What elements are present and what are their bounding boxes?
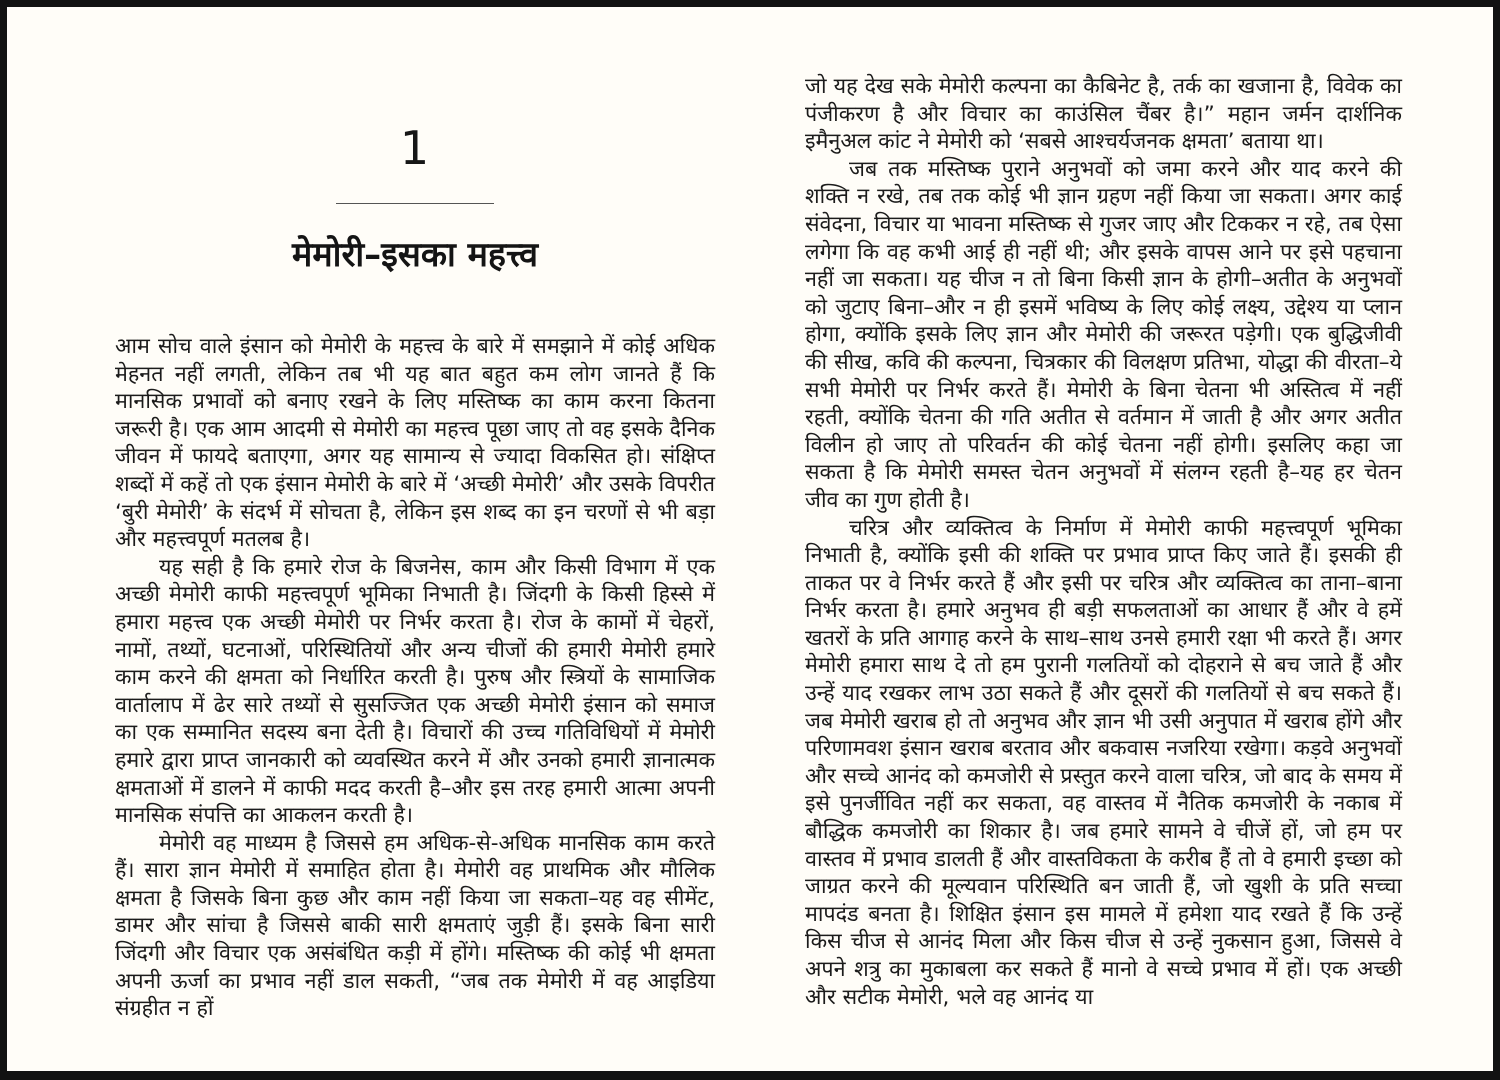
paragraph: जो यह देख सके मेमोरी कल्पना का कैबिनेट है, तर्क का खजाना है, विवेक का पंजीकरण है और विचार का काउंसिल चैंबर है।” महान जर्मन दार्शनिक इमैनुअल कांट ने मेमोरी को ‘सबसे आश्चर्यजनक क्षमता’ बताया था। [805, 74, 1402, 155]
chapter-divider-rule [336, 203, 494, 204]
chapter-number: 1 [399, 121, 431, 175]
chapter-header [115, 121, 715, 276]
paragraph: चरित्र और व्यक्तित्व के निर्माण में मेमोरी काफी महत्त्वपूर्ण भूमिका निभाती है, क्योंकि इसी की शक्ति पर प्रभाव प्राप्त किए जाते हैं। इसकी ही ताकत पर वे निर्भर करते हैं और इसी पर चरित्र और व्यक्तित्व का ताना–बाना निर्भर करता है। हमारे अनुभव ही बड़ी सफलताओं का आधार हैं और वे हमें खतरों के प्रति आगाह करने के साथ–साथ उनसे हमारी रक्षा भी करते हैं। अगर मेमोरी हमारा साथ दे तो हम पुरानी गलतियों को दोहराने से बच जाते हैं और उन्हें याद रखकर लाभ उठा सकते हैं और दूसरों की गलतियों से बच सकते हैं। जब मेमोरी खराब हो तो अनुभव और ज्ञान भी उसी अनुपात में खराब होंगे और परिणामवश इंसान खराब बरताव और बकवास नजरिया रखेगा। कड़वे अनुभवों और सच्चे आनंद को कमजोरी से प्रस्तुत करने वाला चरित्र, जो बाद के समय में इसे पुनर्जीवित नहीं कर सकता, वह वास्तव में नैतिक कमजोरी के नकाब में बौद्धिक कमजोरी का शिकार है। जब हमारे सामने वे चीजें हों, जो हम पर वास्तव में प्रभाव डालती हैं और वास्तविकता के करीब हैं तो वे हमारी इच्छा को जाग्रत करने की मूल्यवान परिस्थिति बन जाती हैं, जो खुशी के प्रति सच्चा मापदंड बनता है। शिक्षित इंसान इस मामले में हमेशा याद रखते हैं कि उन्हें किस चीज से आनंद मिला और किस चीज से उन्हें नुकसान हुआ, जिससे वे अपने शत्रु का मुकाबला कर सकते हैं मानो वे सच्चे प्रभाव में हों। एक अच्छी और सटीक मेमोरी, भले वह आनंद या [805, 515, 1402, 1010]
paragraph: जब तक मस्तिष्क पुराने अनुभवों को जमा करने और याद करने की शक्ति न रखे, तब तक कोई भी ज्ञान ग्रहण नहीं किया जा सकता। अगर काई संवेदना, विचार या भावना मस्तिष्क से गुजर जाए और टिककर न रहे, तब ऐसा लगेगा कि वह कभी आई ही नहीं थी; और इसके वापस आने पर इसे पहचाना नहीं जा सकता। यह चीज न तो बिना किसी ज्ञान के होगी–अतीत के अनुभवों को जुटाए बिना–और न ही इसमें भविष्य के लिए कोई लक्ष्य, उद्देश्य या प्लान होगा, क्योंकि इसके लिए ज्ञान और मेमोरी की जरूरत पड़ेगी। एक बुद्धिजीवी की सीख, कवि की कल्पना, चित्रकार की विलक्षण प्रतिभा, योद्धा की वीरता–ये सभी मेमोरी पर निर्भर करते हैं। मेमोरी के बिना चेतना भी अस्तित्व में नहीं रहती, क्योंकि चेतना की गति अतीत से वर्तमान में जाती है और अगर अतीत विलीन हो जाए तो परिवर्तन की कोई चेतना नहीं होगी। इसलिए कहा जा सकता है कि मेमोरी समस्त चेतन अनुभवों में संलग्न रहती है–यह हर चेतन जीव का गुण होती है। [805, 156, 1402, 513]
paragraph: आम सोच वाले इंसान को मेमोरी के महत्त्व के बारे में समझाने में कोई अधिक मेहनत नहीं लगती, लेकिन तब भी यह बात बहुत कम लोग जानते हैं कि मानसिक प्रभावों को बनाए रखने के लिए मस्तिष्क का काम करना कितना जरूरी है। एक आम आदमी से मेमोरी का महत्त्व पूछा जाए तो वह इसके दैनिक जीवन में फायदे बताएगा, अगर यह सामान्य से ज्यादा विकसित हो। संक्षिप्त शब्दों में कहें तो एक इंसान मेमोरी के बारे में ‘अच्छी मेमोरी’ और उसके विपरीत ‘बुरी मेमोरी’ के संदर्भ में सोचता है, लेकिन इस शब्द का इन चरणों से भी बड़ा और महत्त्वपूर्ण मतलब है। [115, 334, 715, 553]
book-spread [7, 7, 1493, 1071]
right-page [805, 7, 1402, 1071]
right-page-body [805, 73, 1402, 1011]
paragraph: मेमोरी वह माध्यम है जिससे हम अधिक-से-अधिक मानसिक काम करते हैं। सारा ज्ञान मेमोरी में समाहित होता है। मेमोरी वह प्राथमिक और मौलिक क्षमता है जिसके बिना कुछ और काम नहीं किया जा सकता–यह वह सीमेंट, डामर और सांचा है जिससे बाकी सारी क्षमताएं जुड़ी हैं। इसके बिना सारी जिंदगी और विचार एक असंबंधित कड़ी में होंगे। मस्तिष्क की कोई भी क्षमता अपनी ऊर्जा का प्रभाव नहीं डाल सकती, “जब तक मेमोरी में वह आइडिया संग्रहीत न हों [115, 830, 715, 1022]
left-page [115, 7, 715, 1071]
chapter-title: मेमोरी–इसका महत्त्व [291, 235, 539, 275]
left-page-body [115, 333, 715, 1023]
paragraph: यह सही है कि हमारे रोज के बिजनेस, काम और किसी विभाग में एक अच्छी मेमोरी काफी महत्त्वपूर्ण भूमिका निभाती है। जिंदगी के किसी हिस्से में हमारा महत्त्व एक अच्छी मेमोरी पर निर्भर करता है। रोज के कामों में चेहरों, नामों, तथ्यों, घटनाओं, परिस्थितियों और अन्य चीजों की हमारी मेमोरी हमारे काम करने की क्षमता को निर्धारित करती है। पुरुष और स्त्रियों के सामाजिक वार्तालाप में ढेर सारे तथ्यों से सुसज्जित एक अच्छी मेमोरी इंसान को समाज का एक सम्मानित सदस्य बना देती है। विचारों की उच्च गतिविधियों में मेमोरी हमारे द्वारा प्राप्त जानकारी को व्यवस्थित करने में और उनको हमारी ज्ञानात्मक क्षमताओं में डालने में काफी मदद करती है–और इस तरह हमारी आत्मा अपनी मानसिक संपत्ति का आकलन करती है। [115, 554, 715, 829]
